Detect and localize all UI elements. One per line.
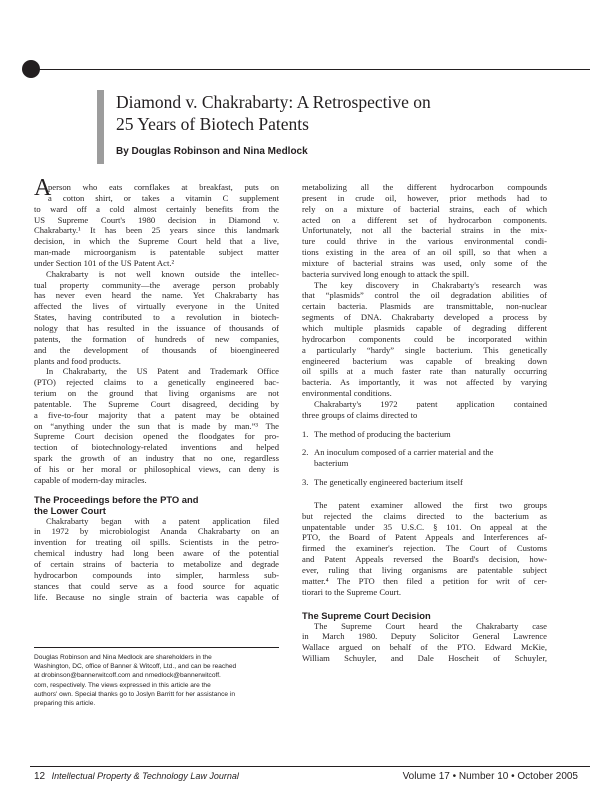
paragraph (302, 500, 547, 598)
spacer (302, 469, 547, 477)
text-line: environmental conditions. (302, 388, 392, 399)
text-line: hydrocarbon compounds into simpler, harmless sub- (34, 569, 279, 580)
text-line: on “anything under the sun that is made by man.”³ The (34, 420, 279, 431)
text-line: capable of modern-day miracles. (34, 474, 147, 485)
journal-name: Intellectual Property & Technology Law Journal (51, 771, 239, 781)
text-line: has never even heard the name. Yet Chakrabarty has (34, 290, 279, 301)
text-line: a particularly “hardy” single bacterium. This genetically (302, 344, 547, 355)
byline: By Douglas Robinson and Nina Medlock (116, 146, 308, 157)
text-line: in March 1980. Deputy Solicitor General Lawrence (302, 631, 547, 642)
text-line: segments of DNA. Chakrabarty developed a process by (302, 312, 547, 323)
text-line: life. Because no single strain of bacteria was capable of (34, 591, 279, 602)
list-item (302, 429, 547, 440)
text-line: metabolizing all the different hydrocarbon compounds (302, 182, 547, 192)
top-rule (30, 69, 590, 70)
text-line: Chakrabarty's 1972 patent application contained (314, 398, 547, 409)
text-line-content: person who eats cornflakes at breakfast, puts on (48, 182, 279, 192)
left-column (34, 175, 279, 602)
text-line: ever, ruling that living organisms are patentable subject (302, 565, 547, 575)
text-line: but rejected the claims directed to the bacterium as (302, 510, 547, 521)
text-line: engineered bacterium was capable of breaking down (302, 355, 547, 366)
text-line: tiorari to the Supreme Court. (302, 586, 402, 597)
author-footnote (34, 653, 279, 708)
text-line: William Schuyler, and Dale Hoscheit of Schuyler, (302, 653, 547, 664)
text-line: matter.⁴ The PTO then filed a petition for writ of cer- (302, 575, 547, 586)
paragraph (302, 399, 547, 421)
section-heading (34, 494, 279, 516)
title-accent-bar (97, 90, 104, 164)
text-line: terium on the ground that living organisms are not (34, 388, 279, 399)
right-column (302, 182, 547, 664)
text-line: to ward off a cold almost certainly benefits from the (34, 203, 279, 214)
spacer (302, 598, 547, 606)
text-line: The Supreme Court heard the Chakrabarty case (314, 620, 547, 631)
text-line: PTO, the Board of Patent Appeals and Interferences af- (302, 532, 547, 543)
text-line: Chakrabarty is not well known outside the intellec- (46, 268, 279, 279)
list-text: An inoculum composed of a carrier material and the (314, 447, 494, 458)
text-line: mixture of bacterial strains was used, only some of the (302, 257, 547, 268)
spacer (34, 486, 279, 494)
text-line: Chakrabarty began with a patent application filed (46, 515, 279, 526)
text-line: patentable. The Supreme Court disagreed, deciding by (34, 398, 279, 409)
text-line: in 1972 by microbiologist Ananda Chakrabarty on an (34, 526, 279, 537)
text-line: invention for treating oil spills. Scientists in the petro- (34, 537, 279, 548)
text-line: Unfortunately, not all the bacterial strains in the mix- (302, 225, 547, 236)
text-line: chemical industry had long been aware of the potential (34, 548, 279, 559)
footnote-line: Washington, DC, office of Banner & Witcoff, Ltd., and can be reached (34, 663, 237, 671)
paragraph (302, 280, 547, 399)
text-line: which multiple plasmids capable of degrading different (302, 322, 547, 333)
list-text: The genetically engineered bacterium itself (314, 477, 463, 488)
spacer (302, 421, 547, 429)
footer-journal (34, 771, 239, 782)
text-line: The patent examiner allowed the first two groups (314, 499, 547, 510)
text-line: Wallace argued on behalf of the PTO. Edward McKie, (302, 642, 547, 653)
text-line: firmed the examiner's rejection. The Court of Customs (302, 543, 547, 554)
list-text: The method of producing the bacterium (314, 428, 451, 439)
drop-cap: A (34, 175, 52, 201)
list-number: 2. (302, 447, 309, 458)
text-line: bacteria. As importantly, it was not affected by varying (302, 377, 547, 388)
text-line: present in crude oil, however, prior methods had to (302, 192, 547, 203)
list-text: bacterium (314, 458, 349, 469)
text-line: plants and food products. (34, 355, 121, 366)
text-line: of his or her moral or philosophical views, can deny is (34, 463, 279, 474)
paragraph (34, 269, 279, 367)
text-line: spark the growth of an industry that no one, regardless (34, 453, 279, 464)
text-line: patents, the formation of hundreds of new companies, (34, 333, 279, 344)
text-line: States, having contributed to a revolution in biotech- (34, 312, 279, 323)
intro-paragraph (34, 175, 279, 269)
text-line: and Patent Appeals reversed the Board's decision, how- (302, 554, 547, 565)
header-dot-ornament (22, 60, 40, 78)
text-line: rely on a mixture of bacterial strains, each of which (302, 203, 547, 214)
text-line: under Section 101 of the US Patent Act.² (34, 257, 175, 268)
text-line: and the development of thousands of bioengineered (34, 344, 279, 355)
footnote-line: preparing this article. (34, 700, 96, 708)
text-line: In Chakrabarty, the US Patent and Trademark Office (46, 366, 279, 377)
paragraph (302, 182, 547, 280)
text-line: oil spills at a much faster rate than naturally occurring (302, 366, 547, 377)
paragraph (34, 366, 279, 485)
text-line: affected the lives of virtually everyone in the United (34, 301, 279, 312)
footer-issue: Volume 17 • Number 10 • October 2005 (402, 771, 578, 782)
heading-line-2: the Lower Court (34, 504, 106, 516)
footnote-line: com, respectively. The views expressed in this article are the (34, 681, 211, 689)
list-number: 3. (302, 477, 309, 488)
footer-rule (30, 766, 590, 767)
text-line: The key discovery in Chakrabarty's research was (314, 279, 547, 290)
text-line: that “plasmids” control the oil degradation abilities of (302, 290, 547, 301)
text-line: tection of biotechnology-related inventions and helped (34, 442, 279, 453)
footnote-rule (34, 647, 279, 648)
heading-line-1: The Proceedings before the PTO and (34, 493, 199, 505)
paragraph (34, 516, 279, 603)
text-line: a five-to-four majority that a patent may be obtained (34, 409, 279, 420)
article-title (116, 91, 556, 135)
section-heading: The Supreme Court Decision (302, 609, 431, 621)
text-line: (PTO) rejected claims to a genetically engineered bac- (34, 377, 279, 388)
list-item (302, 477, 547, 488)
text-line: a cotton shirt, or takes a vitamin C supplement (48, 192, 279, 203)
text-line: tions existing in the area of an oil spill, so that when a (302, 247, 547, 258)
footnote-line: Douglas Robinson and Nina Medlock are shareholders in the (34, 654, 212, 661)
text-line: decision, in which the Supreme Court held that a live, (34, 236, 279, 247)
text-line: Supreme Court decision opened the floodgates for pro- (34, 431, 279, 442)
text-line: unpatentable under 35 U.S.C. § 101. On appeal at the (302, 521, 547, 532)
text-line: certain bacteria. Plasmids are transmittable, non-nuclear (302, 301, 547, 312)
spacer (302, 488, 547, 496)
text-line: Chakrabarty.¹ It has been 25 years since this landmark (34, 225, 279, 236)
text-line: three groups of claims directed to (302, 409, 418, 420)
list-number: 1. (302, 428, 309, 439)
text-line: stances that could serve as a food source for aquatic (34, 580, 279, 591)
text-line: hydrocarbon components could be incorporated within (302, 333, 547, 344)
footnote-line: at drobinson@bannerwitcoff.com and nmedlock@bannerwitcoff. (34, 672, 221, 680)
title-line-1: Diamond v. Chakrabarty: A Retrospective on (116, 92, 431, 112)
text-line: of certain strains of bacteria to metabolize and degrade (34, 559, 279, 569)
footnote-line: authors' own. Special thanks go to Joslyn Barritt for her assistance in (34, 690, 236, 698)
list-item (302, 447, 547, 469)
text-line: acted on a different set of hydrocarbon components. (302, 214, 547, 225)
page-number: 12 (34, 771, 46, 782)
text-line: US Supreme Court's 1980 decision in Diamond v. (34, 214, 279, 225)
text-line: bacteria survived long enough to attack the spill. (302, 268, 470, 279)
text-line: ture could thrive in the various environmental condi- (302, 236, 547, 247)
spacer (302, 439, 547, 447)
title-line-2: 25 Years of Biotech Patents (116, 114, 309, 134)
text-line: tual property community—the average person probably (34, 279, 279, 290)
paragraph (302, 621, 547, 664)
text-line: nology that has resulted in the issuance of thousands of (34, 322, 279, 333)
text-line: man-made microorganism is patentable subject matter (34, 247, 279, 258)
